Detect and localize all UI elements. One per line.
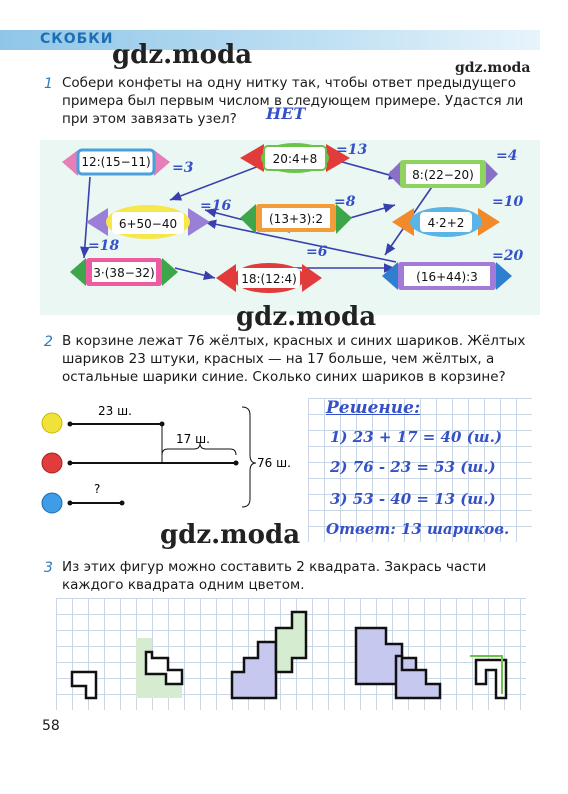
task3-text: Из этих фигур можно составить 2 квадрата. Закрась части каждого квадрата одним цветом. xyxy=(62,559,487,593)
blue-ball-icon xyxy=(42,493,62,513)
candy-result: =20 xyxy=(492,248,524,264)
candy-expression: (13+3):2 xyxy=(269,212,323,226)
candy-expression: 12:(15−11) xyxy=(81,155,151,169)
candy-result: =18 xyxy=(88,238,120,254)
solution-answer: Ответ: 13 шариков. xyxy=(326,520,510,538)
section-title: СКОБКИ xyxy=(40,31,114,47)
puzzle-shapes xyxy=(56,598,526,710)
candy-expression: 4·2+2 xyxy=(427,216,465,230)
shape-piece xyxy=(72,672,96,698)
candy-result: =4 xyxy=(496,148,518,164)
task-number: 2 xyxy=(44,334,53,350)
shape-piece xyxy=(276,612,306,672)
shape-piece xyxy=(232,642,276,698)
task-number: 1 xyxy=(44,76,53,92)
shape-piece xyxy=(396,656,440,698)
watermark: gdz.moda xyxy=(236,302,377,332)
blue-unknown-label: ? xyxy=(94,482,101,496)
candy-result: =3 xyxy=(172,160,194,176)
task-number: 3 xyxy=(44,560,53,576)
watermark: gdz.moda xyxy=(160,520,301,550)
candy-result: =13 xyxy=(336,142,368,158)
watermark-small: gdz.moda xyxy=(455,60,531,76)
segment-diagram xyxy=(30,395,310,525)
solution-step: 1) 23 + 17 = 40 (ш.) xyxy=(330,428,502,446)
task2-text: В корзине лежат 76 жёлтых, красных и синих шариков. Жёлтых шариков 23 штуки, красных — на 17 больше, чем жёлтых, а остальные шарики синие. Сколько синих шариков в корзине? xyxy=(62,333,526,385)
red-ball-icon xyxy=(42,453,62,473)
candy-result: =10 xyxy=(492,194,524,210)
task1-text: Собери конфеты на одну нитку так, чтобы ответ предыдущего примера был первым числом в следующем примере. Удастся ли при этом завязать узел? xyxy=(62,75,524,127)
watermark: gdz.moda xyxy=(112,40,253,70)
candy-expression: 18:(12:4) xyxy=(241,272,297,286)
candy-puzzle xyxy=(0,120,568,320)
solution-step: 2) 76 - 23 = 53 (ш.) xyxy=(330,458,496,476)
candy-result: =16 xyxy=(200,198,232,214)
yellow-ball-icon xyxy=(42,413,62,433)
solution-step: 3) 53 - 40 = 13 (ш.) xyxy=(330,490,496,508)
solution-heading: Решение: xyxy=(326,398,421,418)
candy-expression: 8:(22−20) xyxy=(412,168,474,182)
page-number: 58 xyxy=(42,718,60,734)
task1-answer: НЕТ xyxy=(266,104,306,123)
candy-expression: 20:4+8 xyxy=(272,152,318,166)
candy-expression: 3·(38−32) xyxy=(93,266,155,280)
total-label: 76 ш. xyxy=(257,456,291,470)
yellow-length-label: 23 ш. xyxy=(98,404,132,418)
candy-result: =6 xyxy=(306,244,328,260)
red-extra-label: 17 ш. xyxy=(176,432,210,446)
candy-expression: 6+50−40 xyxy=(118,217,178,231)
candy-expression: (16+44):3 xyxy=(416,270,478,284)
candy-result: =8 xyxy=(334,194,356,210)
